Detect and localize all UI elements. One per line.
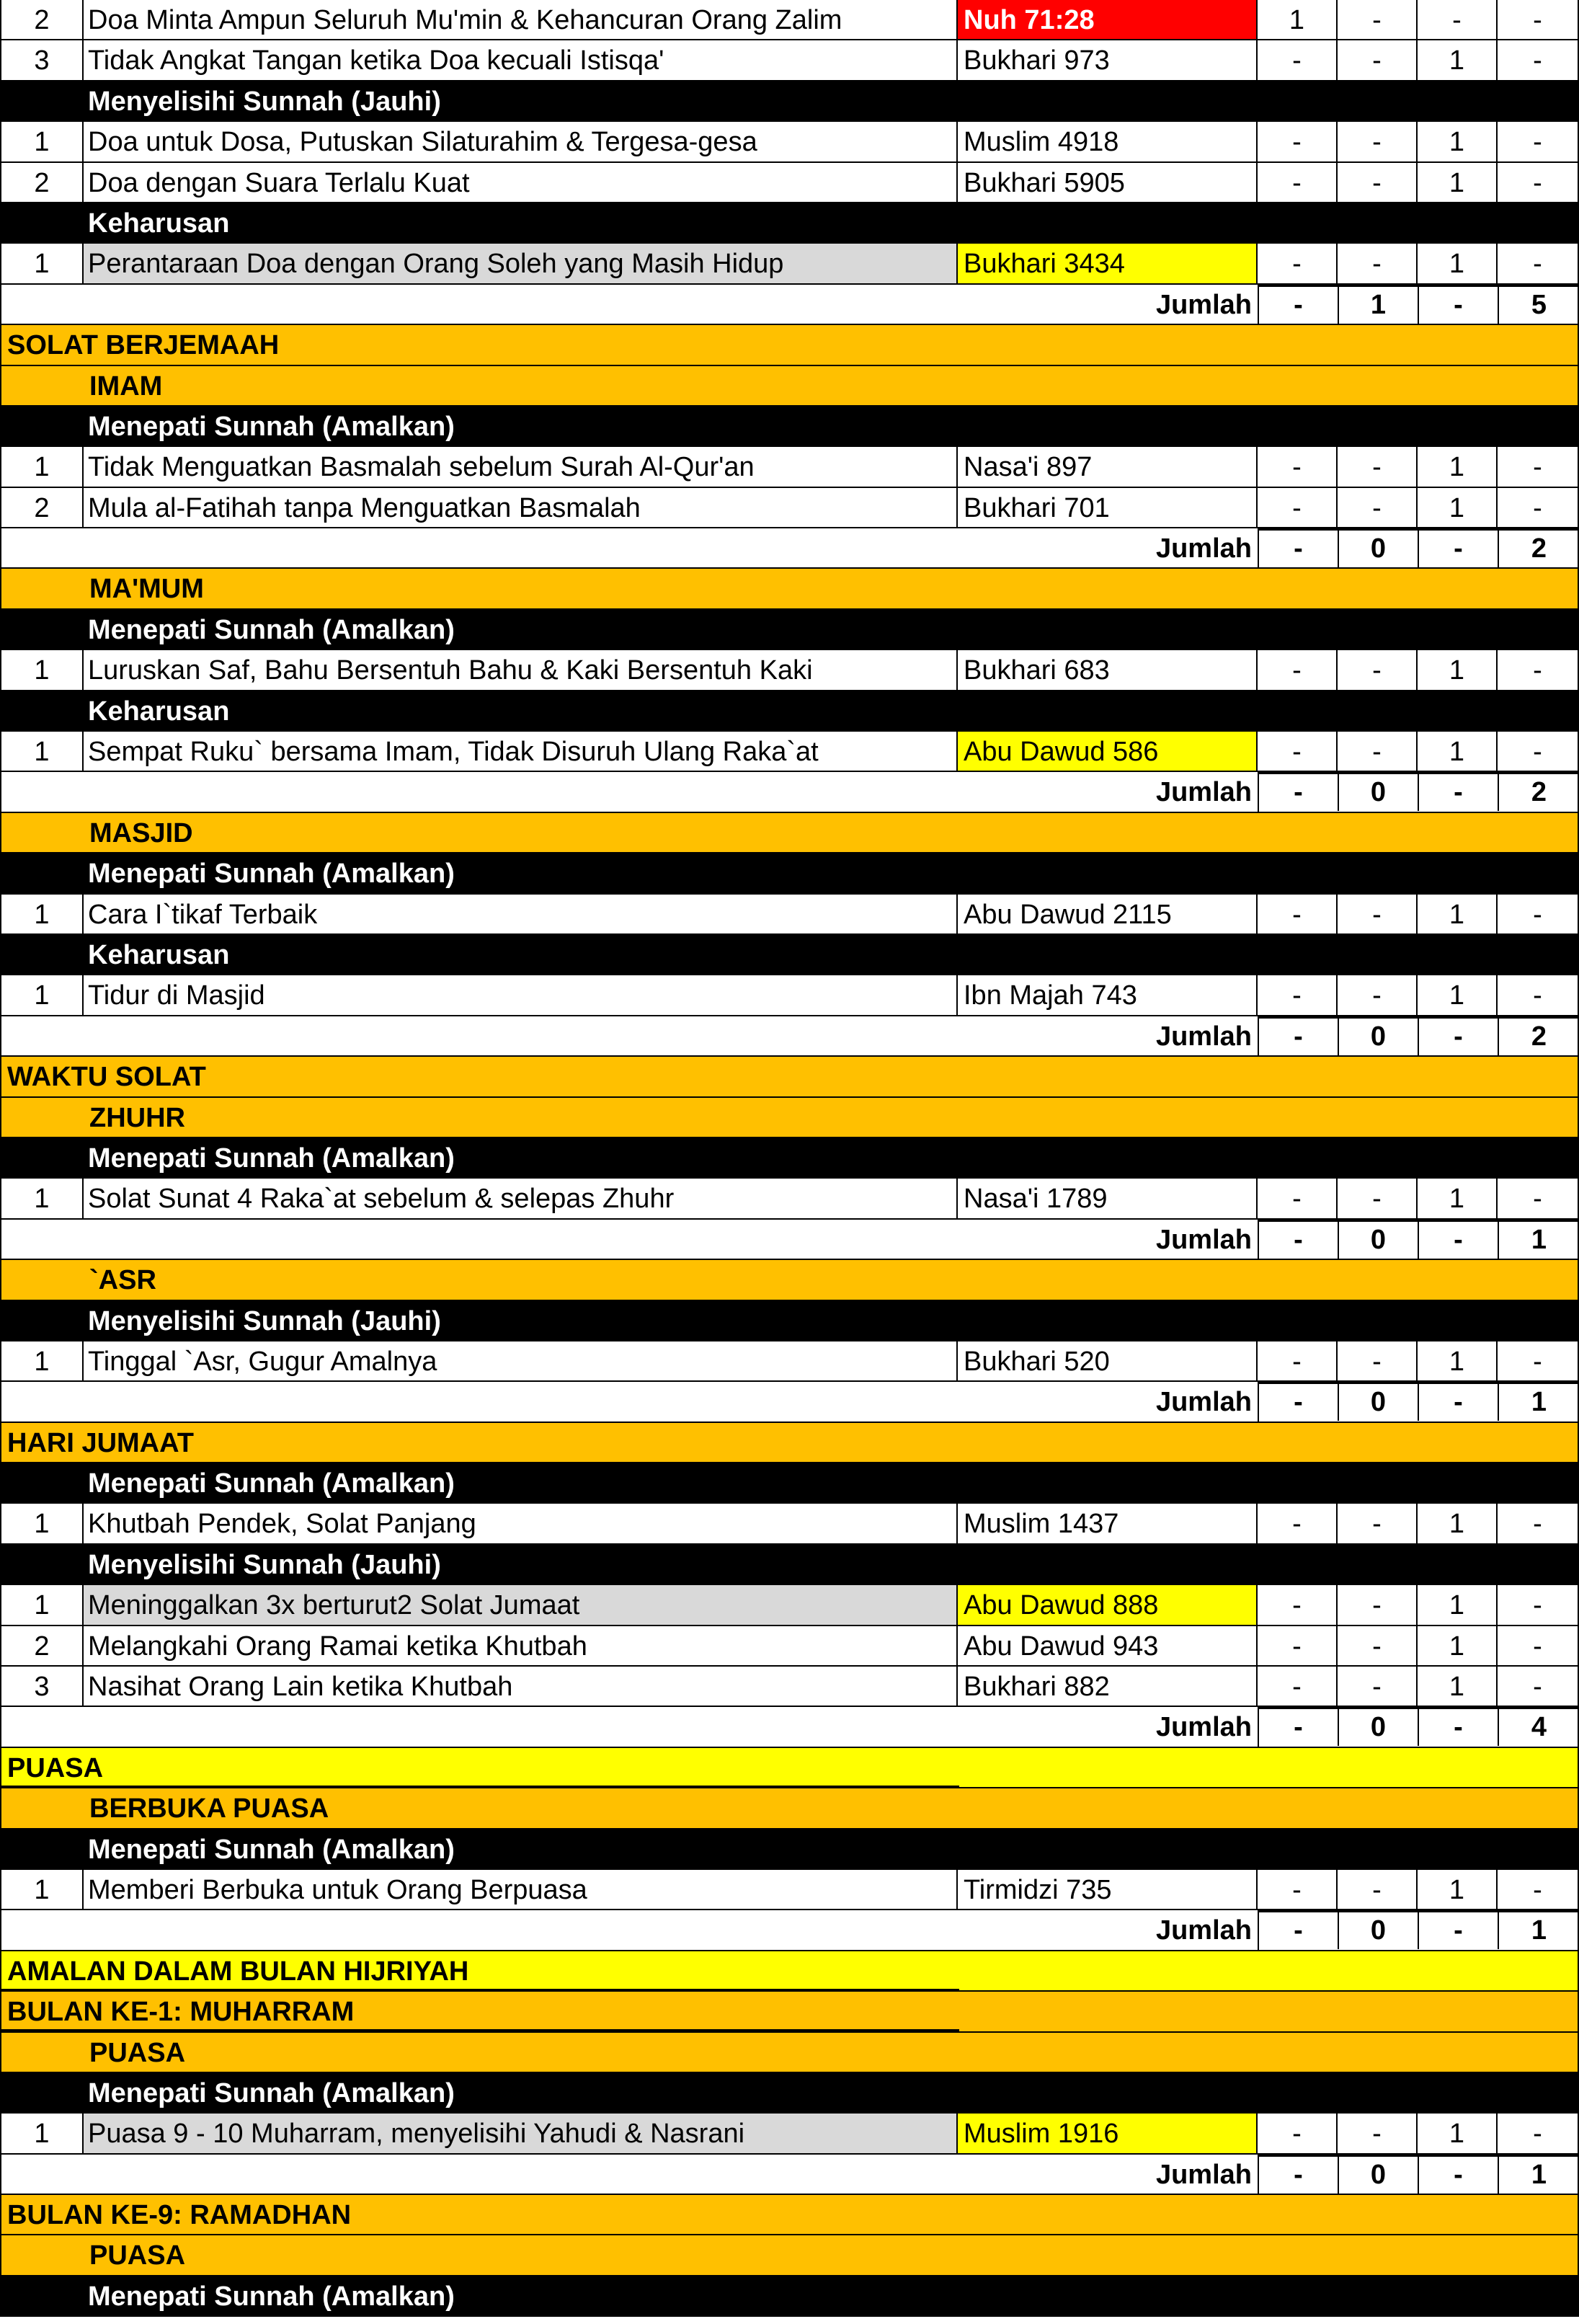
practice-title-cell[interactable]: Tidur di Masjid	[84, 975, 958, 1016]
table-row	[0, 40, 1579, 81]
table-row	[0, 244, 1579, 284]
row-number: 1	[0, 732, 84, 772]
hadith-reference-cell[interactable]: Bukhari 3434	[958, 244, 1258, 284]
status-cell-1[interactable]: -	[1258, 1341, 1338, 1382]
category-label: Menepati Sunnah (Amalkan)	[88, 614, 455, 645]
subsection-header	[0, 1098, 1579, 1138]
total-cell-3[interactable]: -	[1419, 772, 1499, 811]
total-cell-2[interactable]: 0	[1339, 1910, 1419, 1949]
section-header	[0, 1951, 1579, 1992]
status-cell-1[interactable]: -	[1258, 40, 1338, 81]
row-number: 1	[0, 650, 84, 691]
total-cell-4[interactable]: 4	[1499, 1707, 1579, 1746]
total-row	[0, 772, 1579, 812]
total-cell-1[interactable]: -	[1259, 1016, 1339, 1055]
total-row	[0, 1910, 1579, 1951]
table-row	[0, 1626, 1579, 1667]
status-cell-2[interactable]: -	[1338, 1341, 1418, 1382]
status-cell-1[interactable]: -	[1258, 1667, 1338, 1707]
total-row	[0, 2155, 1579, 2195]
hadith-reference-cell[interactable]: Abu Dawud 888	[958, 1585, 1258, 1626]
total-cell-2[interactable]: 0	[1339, 528, 1419, 567]
status-cell-4[interactable]: -	[1498, 40, 1579, 81]
status-cell-1[interactable]: -	[1258, 650, 1338, 691]
category-label: Menepati Sunnah (Amalkan)	[88, 1143, 455, 1174]
category-subheader	[0, 1545, 1579, 1585]
practice-title-cell[interactable]: Solat Sunat 4 Raka`at sebelum & selepas Zhuhr	[84, 1179, 958, 1219]
status-cell-4[interactable]: -	[1498, 975, 1579, 1016]
total-cell-1[interactable]: -	[1259, 1910, 1339, 1949]
total-cell-2[interactable]: 0	[1339, 1220, 1419, 1259]
hadith-reference-cell[interactable]: Nasa'i 1789	[958, 1179, 1258, 1219]
status-cell-3[interactable]: -	[1418, 0, 1498, 40]
status-cell-4[interactable]: -	[1498, 244, 1579, 284]
row-number: 1	[0, 2114, 84, 2154]
total-cell-3[interactable]: -	[1419, 285, 1499, 324]
status-cell-1[interactable]: -	[1258, 244, 1338, 284]
practice-title-cell[interactable]: Doa Minta Ampun Seluruh Mu'min & Kehancuran Orang Zalim	[84, 0, 958, 40]
row-number: 1	[0, 1585, 84, 1626]
hadith-reference-cell[interactable]: Bukhari 683	[958, 650, 1258, 691]
status-cell-3[interactable]: 1	[1418, 895, 1498, 935]
table-row	[0, 122, 1579, 162]
total-cell-2[interactable]: 0	[1339, 1707, 1419, 1746]
section-title: AMALAN DALAM BULAN HIJRIYAH	[7, 1956, 469, 1987]
status-cell-3[interactable]: 1	[1418, 163, 1498, 203]
status-cell-3[interactable]: 1	[1418, 1667, 1498, 1707]
table-row	[0, 1341, 1579, 1382]
hadith-reference-cell[interactable]: Bukhari 882	[958, 1667, 1258, 1707]
subsection-header	[0, 1260, 1579, 1300]
hadith-reference-cell[interactable]: Muslim 1437	[958, 1504, 1258, 1544]
row-number: 1	[0, 122, 84, 162]
table-row	[0, 1585, 1579, 1626]
total-label: Jumlah	[85, 1382, 1259, 1422]
total-label: Jumlah	[85, 1707, 1259, 1747]
table-row	[0, 2114, 1579, 2154]
row-number: 1	[0, 975, 84, 1016]
table-row	[0, 650, 1579, 691]
category-subheader	[0, 1301, 1579, 1341]
total-label: Jumlah	[85, 1910, 1259, 1951]
category-subheader	[0, 203, 1579, 244]
status-cell-4[interactable]: -	[1498, 163, 1579, 203]
total-cell-4[interactable]: 2	[1499, 1016, 1579, 1055]
category-subheader	[0, 935, 1579, 975]
section-header	[0, 1057, 1579, 1097]
section-header	[0, 1748, 1579, 1788]
row-number: 2	[0, 0, 84, 40]
practice-title-cell[interactable]: Nasihat Orang Lain ketika Khutbah	[84, 1667, 958, 1707]
practice-title-cell[interactable]: Doa dengan Suara Terlalu Kuat	[84, 163, 958, 203]
status-cell-2[interactable]: -	[1338, 40, 1418, 81]
total-cell-3[interactable]: -	[1419, 1016, 1499, 1055]
row-number: 2	[0, 1626, 84, 1667]
total-cell-3[interactable]: -	[1419, 1910, 1499, 1949]
subsection-header	[0, 2033, 1579, 2073]
status-cell-2[interactable]: -	[1338, 650, 1418, 691]
total-cell-2[interactable]: 0	[1339, 1382, 1419, 1421]
category-subheader	[0, 2073, 1579, 2114]
category-label: Menepati Sunnah (Amalkan)	[88, 1468, 455, 1499]
total-cell-4[interactable]: 1	[1499, 1382, 1579, 1421]
status-cell-4[interactable]: -	[1498, 1667, 1579, 1707]
status-cell-4[interactable]: -	[1498, 447, 1579, 487]
row-number: 1	[0, 1341, 84, 1382]
status-cell-1[interactable]: -	[1258, 975, 1338, 1016]
subsection-header	[0, 569, 1579, 609]
row-number: 2	[0, 163, 84, 203]
total-row	[0, 1220, 1579, 1260]
status-cell-3[interactable]: 1	[1418, 1585, 1498, 1626]
status-cell-4[interactable]: -	[1498, 1504, 1579, 1544]
practice-title-cell[interactable]: Khutbah Pendek, Solat Panjang	[84, 1504, 958, 1544]
row-number: 1	[0, 1504, 84, 1544]
status-cell-3[interactable]: 1	[1418, 1179, 1498, 1219]
total-cell-1[interactable]: -	[1259, 2155, 1339, 2194]
hadith-reference-cell[interactable]: Abu Dawud 943	[958, 1626, 1258, 1667]
status-cell-1[interactable]: -	[1258, 1504, 1338, 1544]
hadith-reference-cell[interactable]: Bukhari 5905	[958, 163, 1258, 203]
section-header	[0, 1423, 1579, 1463]
total-cell-2[interactable]: 0	[1339, 2155, 1419, 2194]
section-header	[0, 2195, 1579, 2235]
hadith-reference-cell[interactable]: Nuh 71:28	[958, 0, 1258, 40]
status-cell-2[interactable]: -	[1338, 488, 1418, 528]
total-label: Jumlah	[85, 2155, 1259, 2195]
category-label: Menepati Sunnah (Amalkan)	[88, 2077, 455, 2108]
table-row	[0, 1179, 1579, 1219]
status-cell-3[interactable]: 1	[1418, 975, 1498, 1016]
section-title: PUASA	[89, 2037, 186, 2068]
status-cell-1[interactable]: -	[1258, 732, 1338, 772]
category-subheader	[0, 691, 1579, 732]
table-row	[0, 895, 1579, 935]
status-cell-4[interactable]: -	[1498, 650, 1579, 691]
status-cell-3[interactable]: 1	[1418, 447, 1498, 487]
hadith-reference-cell[interactable]: Bukhari 520	[958, 1341, 1258, 1382]
total-cell-3[interactable]: -	[1419, 1220, 1499, 1259]
hadith-reference-cell[interactable]: Nasa'i 897	[958, 447, 1258, 487]
total-cell-4[interactable]: 2	[1499, 772, 1579, 811]
practice-title-cell[interactable]: Perantaraan Doa dengan Orang Soleh yang Masih Hidup	[84, 244, 958, 284]
status-cell-1[interactable]: -	[1258, 122, 1338, 162]
table-row	[0, 1667, 1579, 1707]
section-title: `ASR	[89, 1265, 156, 1296]
practice-title-cell[interactable]: Tidak Angkat Tangan ketika Doa kecuali Istisqa'	[84, 40, 958, 81]
status-cell-3[interactable]: 1	[1418, 1870, 1498, 1910]
section-title: MASJID	[89, 817, 193, 848]
section-title: HARI JUMAAT	[7, 1427, 194, 1458]
status-cell-2[interactable]: -	[1338, 1626, 1418, 1667]
section-title: ZHUHR	[89, 1102, 185, 1133]
section-title: MA'MUM	[89, 574, 204, 605]
total-row	[0, 285, 1579, 325]
row-number: 1	[0, 895, 84, 935]
total-cell-1[interactable]: -	[1259, 772, 1339, 811]
category-label: Menepati Sunnah (Amalkan)	[88, 859, 455, 890]
status-cell-3[interactable]: 1	[1418, 732, 1498, 772]
status-cell-3[interactable]: 1	[1418, 2114, 1498, 2154]
practice-title-cell[interactable]: Meninggalkan 3x berturut2 Solat Jumaat	[84, 1585, 958, 1626]
category-label: Menepati Sunnah (Amalkan)	[88, 1834, 455, 1865]
practice-title-cell[interactable]: Tinggal `Asr, Gugur Amalnya	[84, 1341, 958, 1382]
status-cell-3[interactable]: 1	[1418, 1626, 1498, 1667]
status-cell-1[interactable]: -	[1258, 1179, 1338, 1219]
subsection-header	[0, 2235, 1579, 2276]
section-title: BULAN KE-1: MUHARRAM	[7, 1997, 355, 2028]
status-cell-2[interactable]: -	[1338, 1667, 1418, 1707]
table-row	[0, 732, 1579, 772]
total-label: Jumlah	[85, 1016, 1259, 1057]
total-cell-1[interactable]: -	[1259, 528, 1339, 567]
subsection-header	[0, 813, 1579, 853]
category-label: Menyelisihi Sunnah (Jauhi)	[88, 1305, 441, 1336]
total-cell-1[interactable]: -	[1259, 1382, 1339, 1421]
table-row	[0, 1870, 1579, 1910]
status-cell-4[interactable]: -	[1498, 488, 1579, 528]
row-number: 2	[0, 488, 84, 528]
status-cell-1[interactable]: -	[1258, 1626, 1338, 1667]
category-subheader	[0, 1463, 1579, 1504]
status-cell-1[interactable]: -	[1258, 1585, 1338, 1626]
status-cell-4[interactable]: -	[1498, 122, 1579, 162]
total-cell-3[interactable]: -	[1419, 1382, 1499, 1421]
status-cell-2[interactable]: -	[1338, 975, 1418, 1016]
table-row	[0, 163, 1579, 203]
status-cell-4[interactable]: -	[1498, 1870, 1579, 1910]
practice-title-cell[interactable]: Puasa 9 - 10 Muharram, menyelisihi Yahudi & Nasrani	[84, 2114, 958, 2154]
category-label: Menyelisihi Sunnah (Jauhi)	[88, 1549, 441, 1580]
total-cell-2[interactable]: 0	[1339, 772, 1419, 811]
status-cell-2[interactable]: -	[1338, 1179, 1418, 1219]
total-cell-4[interactable]: 1	[1499, 1910, 1579, 1949]
total-label: Jumlah	[85, 528, 1259, 569]
row-number: 3	[0, 1667, 84, 1707]
category-subheader	[0, 1830, 1579, 1870]
total-cell-1[interactable]: -	[1259, 1220, 1339, 1259]
category-subheader	[0, 2276, 1579, 2317]
subsection-header	[0, 1788, 1579, 1829]
table-row	[0, 975, 1579, 1016]
table-row	[0, 488, 1579, 528]
status-cell-2[interactable]: -	[1338, 163, 1418, 203]
status-cell-2[interactable]: -	[1338, 1870, 1418, 1910]
status-cell-3[interactable]: 1	[1418, 40, 1498, 81]
table-row	[0, 1504, 1579, 1544]
status-cell-1[interactable]: -	[1258, 895, 1338, 935]
total-cell-3[interactable]: -	[1419, 2155, 1499, 2194]
total-cell-2[interactable]: 0	[1339, 1016, 1419, 1055]
status-cell-4[interactable]: -	[1498, 1179, 1579, 1219]
category-label: Menepati Sunnah (Amalkan)	[88, 2281, 455, 2312]
category-subheader	[0, 81, 1579, 122]
category-subheader	[0, 610, 1579, 650]
hadith-reference-cell[interactable]: Muslim 1916	[958, 2114, 1258, 2154]
hadith-reference-cell[interactable]: Abu Dawud 586	[958, 732, 1258, 772]
practice-title-cell[interactable]: Doa untuk Dosa, Putuskan Silaturahim & Tergesa-gesa	[84, 122, 958, 162]
status-cell-1[interactable]: -	[1258, 1870, 1338, 1910]
section-title: PUASA	[7, 1752, 104, 1783]
section-header	[0, 325, 1579, 365]
total-row	[0, 1016, 1579, 1057]
section-title: WAKTU SOLAT	[7, 1062, 206, 1093]
status-cell-4[interactable]: -	[1498, 1341, 1579, 1382]
status-cell-4[interactable]: -	[1498, 0, 1579, 40]
status-cell-4[interactable]: -	[1498, 1626, 1579, 1667]
status-cell-1[interactable]: -	[1258, 447, 1338, 487]
total-row	[0, 1707, 1579, 1747]
practice-title-cell[interactable]: Tidak Menguatkan Basmalah sebelum Surah Al-Qur'an	[84, 447, 958, 487]
status-cell-2[interactable]: -	[1338, 732, 1418, 772]
row-number: 1	[0, 1179, 84, 1219]
hadith-reference-cell[interactable]: Abu Dawud 2115	[958, 895, 1258, 935]
table-row	[0, 0, 1579, 40]
row-number: 1	[0, 244, 84, 284]
hadith-reference-cell[interactable]: Tirmidzi 735	[958, 1870, 1258, 1910]
status-cell-4[interactable]: -	[1498, 1585, 1579, 1626]
status-cell-4[interactable]: -	[1498, 895, 1579, 935]
total-row	[0, 1382, 1579, 1422]
category-subheader	[0, 1138, 1579, 1179]
practice-title-cell[interactable]: Mula al-Fatihah tanpa Menguatkan Basmalah	[84, 488, 958, 528]
hadith-reference-cell[interactable]: Bukhari 701	[958, 488, 1258, 528]
row-number: 3	[0, 40, 84, 81]
status-cell-3[interactable]: 1	[1418, 122, 1498, 162]
total-label: Jumlah	[85, 285, 1259, 325]
status-cell-3[interactable]: 1	[1418, 1341, 1498, 1382]
status-cell-3[interactable]: 1	[1418, 488, 1498, 528]
status-cell-2[interactable]: -	[1338, 244, 1418, 284]
hadith-reference-cell[interactable]: Ibn Majah 743	[958, 975, 1258, 1016]
total-cell-1[interactable]: -	[1259, 1707, 1339, 1746]
category-subheader	[0, 853, 1579, 894]
total-cell-2[interactable]: 1	[1339, 285, 1419, 324]
section-header	[0, 1992, 1579, 2032]
row-number: 1	[0, 447, 84, 487]
status-cell-4[interactable]: -	[1498, 732, 1579, 772]
total-cell-4[interactable]: 5	[1499, 285, 1579, 324]
status-cell-1[interactable]: -	[1258, 488, 1338, 528]
category-label: Keharusan	[88, 939, 230, 970]
section-title: SOLAT BERJEMAAH	[7, 330, 280, 361]
status-cell-1[interactable]: -	[1258, 163, 1338, 203]
total-cell-4[interactable]: 1	[1499, 2155, 1579, 2194]
total-cell-4[interactable]: 1	[1499, 1220, 1579, 1259]
status-cell-4[interactable]: -	[1498, 2114, 1579, 2154]
subsection-header	[0, 366, 1579, 407]
table-row	[0, 447, 1579, 487]
practice-title-cell[interactable]: Sempat Ruku` bersama Imam, Tidak Disuruh Ulang Raka`at	[84, 732, 958, 772]
total-cell-3[interactable]: -	[1419, 528, 1499, 567]
total-cell-1[interactable]: -	[1259, 285, 1339, 324]
section-title: BULAN KE-9: RAMADHAN	[7, 2200, 352, 2231]
section-title: PUASA	[89, 2240, 186, 2271]
category-label: Keharusan	[88, 696, 230, 727]
total-cell-3[interactable]: -	[1419, 1707, 1499, 1746]
category-subheader	[0, 407, 1579, 447]
status-cell-2[interactable]: -	[1338, 447, 1418, 487]
status-cell-2[interactable]: -	[1338, 895, 1418, 935]
status-cell-3[interactable]: 1	[1418, 1504, 1498, 1544]
row-number: 1	[0, 1870, 84, 1910]
hadith-reference-cell[interactable]: Bukhari 973	[958, 40, 1258, 81]
status-cell-2[interactable]: -	[1338, 2114, 1418, 2154]
category-label: Menyelisihi Sunnah (Jauhi)	[88, 86, 441, 117]
status-cell-3[interactable]: 1	[1418, 244, 1498, 284]
total-label: Jumlah	[85, 1220, 1259, 1260]
practice-title-cell[interactable]: Luruskan Saf, Bahu Bersentuh Bahu & Kaki Bersentuh Kaki	[84, 650, 958, 691]
practice-title-cell[interactable]: Melangkahi Orang Ramai ketika Khutbah	[84, 1626, 958, 1667]
total-cell-4[interactable]: 2	[1499, 528, 1579, 567]
practice-title-cell[interactable]: Cara I`tikaf Terbaik	[84, 895, 958, 935]
status-cell-1[interactable]: 1	[1258, 0, 1338, 40]
total-label: Jumlah	[85, 772, 1259, 812]
total-row	[0, 528, 1579, 569]
status-cell-2[interactable]: -	[1338, 0, 1418, 40]
practice-title-cell[interactable]: Memberi Berbuka untuk Orang Berpuasa	[84, 1870, 958, 1910]
status-cell-2[interactable]: -	[1338, 122, 1418, 162]
status-cell-1[interactable]: -	[1258, 2114, 1338, 2154]
section-title: BERBUKA PUASA	[89, 1793, 329, 1824]
category-label: Menepati Sunnah (Amalkan)	[88, 411, 455, 442]
status-cell-3[interactable]: 1	[1418, 650, 1498, 691]
status-cell-2[interactable]: -	[1338, 1504, 1418, 1544]
category-label: Keharusan	[88, 208, 230, 239]
section-title: IMAM	[89, 371, 163, 402]
hadith-reference-cell[interactable]: Muslim 4918	[958, 122, 1258, 162]
status-cell-2[interactable]: -	[1338, 1585, 1418, 1626]
